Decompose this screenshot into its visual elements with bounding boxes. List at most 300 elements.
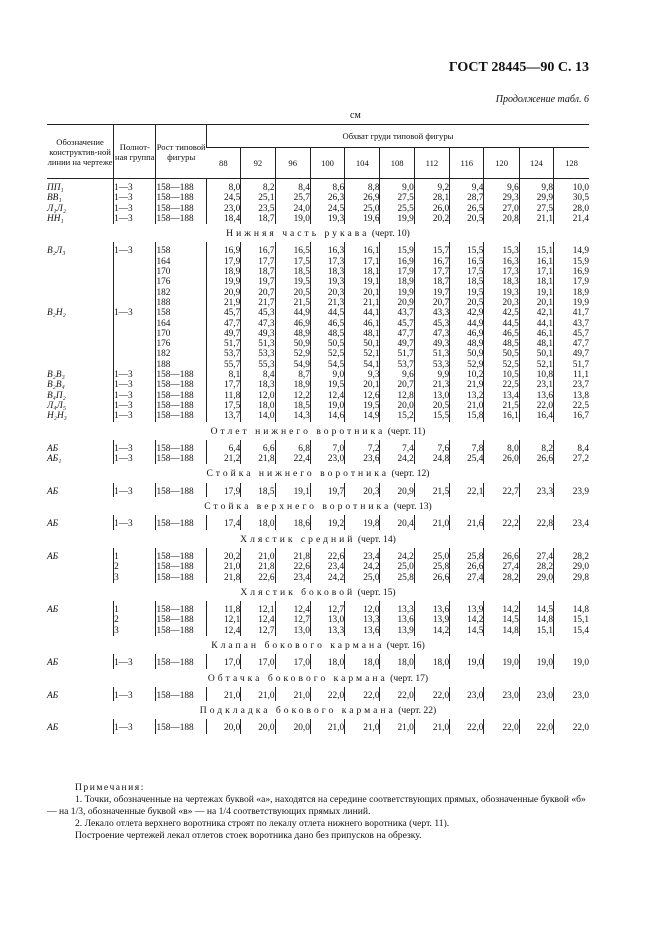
value-cell: 49,7 xyxy=(554,349,589,359)
value-cell: 12,4 xyxy=(206,626,240,636)
table-row xyxy=(47,319,589,329)
value-cell: 8,4 xyxy=(241,370,275,380)
value-cell: 27,4 xyxy=(484,562,519,572)
value-cell: 19,9 xyxy=(380,214,414,224)
table-row xyxy=(47,370,589,380)
group-cell: 1—3 xyxy=(114,380,156,390)
value-cell: 43,7 xyxy=(554,319,589,329)
value-cell: 23,7 xyxy=(554,380,589,390)
measurements-table xyxy=(47,124,589,734)
designation-cell: В₂В₃ xyxy=(47,370,65,381)
value-cell: 7,0 xyxy=(310,440,344,454)
designation-cell: В₂Н₂ xyxy=(47,308,66,319)
value-cell: 14,6 xyxy=(310,411,344,421)
value-cell: 29,9 xyxy=(519,193,553,203)
height-cell: 182 xyxy=(156,349,206,359)
value-cell: 45,3 xyxy=(241,308,275,318)
value-cell: 13,0 xyxy=(275,626,310,636)
designation-cell xyxy=(47,277,114,287)
value-cell: 23,0 xyxy=(206,204,240,214)
value-cell: 18,5 xyxy=(275,267,310,277)
value-cell: 23,6 xyxy=(345,454,380,464)
designation-cell xyxy=(47,349,114,359)
designation-cell: АБ xyxy=(47,690,59,701)
value-cell: 16,5 xyxy=(275,242,310,256)
value-cell: 26,6 xyxy=(484,548,519,562)
table-row xyxy=(47,288,589,298)
table-row xyxy=(47,719,589,733)
table-row xyxy=(47,329,589,339)
value-cell: 18,0 xyxy=(380,654,414,668)
group-cell xyxy=(114,360,156,370)
value-cell: 17,1 xyxy=(519,267,553,277)
value-cell: 17,5 xyxy=(206,401,240,411)
value-cell: 19,0 xyxy=(275,214,310,224)
value-cell: 14,2 xyxy=(484,601,519,615)
value-cell: 21,1 xyxy=(519,214,553,224)
value-cell: 29,3 xyxy=(484,193,519,203)
value-cell: 47,7 xyxy=(206,319,240,329)
value-cell: 13,0 xyxy=(310,615,344,625)
value-cell: 24,2 xyxy=(310,573,344,583)
group-cell xyxy=(114,277,156,287)
value-cell: 43,7 xyxy=(380,308,414,318)
group-cell: 2 xyxy=(114,562,156,572)
value-cell: 6,4 xyxy=(206,440,240,454)
value-cell: 22,2 xyxy=(484,515,519,529)
value-cell: 42,1 xyxy=(519,308,553,318)
value-cell: 50,9 xyxy=(450,349,484,359)
value-cell: 17,7 xyxy=(241,257,275,267)
group-cell: 1—3 xyxy=(114,391,156,401)
value-cell: 29,0 xyxy=(519,573,553,583)
designation-cell xyxy=(47,626,114,636)
value-cell: 22,0 xyxy=(519,719,553,733)
value-cell: 23,4 xyxy=(345,548,380,562)
value-cell: 19,6 xyxy=(345,214,380,224)
value-cell: 9,6 xyxy=(380,370,414,380)
value-cell: 12,0 xyxy=(241,391,275,401)
designation-cell xyxy=(47,257,114,267)
height-cell: 170 xyxy=(156,329,206,339)
notes-title: Примечания: xyxy=(75,782,145,793)
value-cell: 11,1 xyxy=(554,370,589,380)
value-cell: 8,1 xyxy=(206,370,240,380)
group-cell: 3 xyxy=(114,573,156,583)
value-cell: 16,9 xyxy=(554,267,589,277)
value-cell: 18,3 xyxy=(484,277,519,287)
value-cell: 7,2 xyxy=(345,440,380,454)
designation-cell: АБ xyxy=(47,519,59,530)
value-cell: 20,7 xyxy=(380,380,414,390)
value-cell: 23,0 xyxy=(484,687,519,701)
value-cell: 9,9 xyxy=(414,370,449,380)
value-cell: 28,2 xyxy=(554,548,589,562)
height-cell: 176 xyxy=(156,277,206,287)
value-cell: 14,2 xyxy=(414,626,449,636)
value-cell: 19,7 xyxy=(310,483,344,497)
group-cell: 1—3 xyxy=(114,214,156,224)
value-cell: 19,0 xyxy=(519,654,553,668)
section-header-row xyxy=(47,636,589,654)
section-drawing-ref: (черт. 10) xyxy=(371,228,410,240)
group-cell: 1—3 xyxy=(114,483,156,497)
designation-cell: Л₄Л₅ xyxy=(47,400,67,411)
size-header-cell: 120 xyxy=(484,148,519,179)
value-cell: 13,3 xyxy=(345,615,380,625)
value-cell: 21,0 xyxy=(450,401,484,411)
designation-cell: АБ xyxy=(47,486,59,497)
value-cell: 20,9 xyxy=(380,483,414,497)
value-cell: 13,3 xyxy=(380,601,414,615)
value-cell: 13,3 xyxy=(310,626,344,636)
value-cell: 24,0 xyxy=(275,204,310,214)
size-header-cell: 92 xyxy=(241,148,275,179)
value-cell: 27,0 xyxy=(484,204,519,214)
value-cell: 42,9 xyxy=(450,308,484,318)
value-cell: 55,3 xyxy=(241,360,275,370)
value-cell: 24,2 xyxy=(380,454,414,464)
value-cell: 16,7 xyxy=(241,242,275,256)
value-cell: 18,1 xyxy=(345,267,380,277)
designation-cell xyxy=(47,360,114,370)
designation-cell: АБ₁ xyxy=(47,454,62,465)
value-cell: 24,2 xyxy=(345,562,380,572)
designation-cell: АБ xyxy=(47,551,59,562)
section-header-row xyxy=(47,530,589,548)
value-cell: 17,4 xyxy=(206,515,240,529)
value-cell: 30,5 xyxy=(554,193,589,203)
section-title: Клапан бокового кармана xyxy=(211,639,385,651)
value-cell: 25,0 xyxy=(345,204,380,214)
value-cell: 12,1 xyxy=(206,615,240,625)
value-cell: 8,6 xyxy=(310,179,344,194)
value-cell: 17,3 xyxy=(484,267,519,277)
value-cell: 47,7 xyxy=(380,329,414,339)
section-header-row xyxy=(47,497,589,515)
value-cell: 27,5 xyxy=(380,193,414,203)
value-cell: 14,5 xyxy=(450,626,484,636)
value-cell: 21,1 xyxy=(345,298,380,308)
value-cell: 18,7 xyxy=(414,277,449,287)
value-cell: 53,3 xyxy=(241,349,275,359)
section-header-row xyxy=(47,669,589,687)
value-cell: 19,5 xyxy=(450,288,484,298)
table-row xyxy=(47,411,589,421)
value-cell: 47,3 xyxy=(414,329,449,339)
value-cell: 22,4 xyxy=(275,454,310,464)
value-cell: 20,2 xyxy=(414,214,449,224)
value-cell: 51,3 xyxy=(241,339,275,349)
table-row xyxy=(47,204,589,214)
value-cell: 14,2 xyxy=(450,615,484,625)
value-cell: 10,0 xyxy=(554,179,589,194)
value-cell: 13,6 xyxy=(345,626,380,636)
value-cell: 13,9 xyxy=(450,601,484,615)
value-cell: 17,9 xyxy=(206,483,240,497)
value-cell: 19,1 xyxy=(345,277,380,287)
size-header-cell: 108 xyxy=(380,148,414,179)
height-cell: 158—188 xyxy=(156,654,206,668)
section-header-row xyxy=(47,422,589,440)
section-title: Нижняя часть рукава xyxy=(226,228,370,240)
value-cell: 22,6 xyxy=(310,548,344,562)
height-cell: 158—188 xyxy=(156,626,206,636)
value-cell: 16,7 xyxy=(554,411,589,421)
section-drawing-ref: (черт. 16) xyxy=(386,639,425,651)
height-cell: 158—188 xyxy=(156,454,206,464)
value-cell: 19,7 xyxy=(241,277,275,287)
value-cell: 18,0 xyxy=(345,654,380,668)
value-cell: 48,1 xyxy=(345,329,380,339)
value-cell: 23,5 xyxy=(241,204,275,214)
value-cell: 45,3 xyxy=(414,319,449,329)
value-cell: 13,0 xyxy=(414,391,449,401)
value-cell: 18,0 xyxy=(310,654,344,668)
value-cell: 21,8 xyxy=(241,562,275,572)
table-row xyxy=(47,298,589,308)
table-row xyxy=(47,548,589,562)
value-cell: 24,2 xyxy=(380,548,414,562)
value-cell: 44,9 xyxy=(275,308,310,318)
value-cell: 44,1 xyxy=(345,308,380,318)
value-cell: 47,7 xyxy=(554,339,589,349)
value-cell: 19,0 xyxy=(310,401,344,411)
section-drawing-ref: (черт. 12) xyxy=(391,468,430,480)
height-cell: 158—188 xyxy=(156,401,206,411)
height-cell: 164 xyxy=(156,319,206,329)
value-cell: 22,0 xyxy=(380,687,414,701)
value-cell: 55,7 xyxy=(206,360,240,370)
value-cell: 29,0 xyxy=(554,562,589,572)
value-cell: 26,5 xyxy=(450,204,484,214)
value-cell: 15,9 xyxy=(380,242,414,256)
value-cell: 28,1 xyxy=(414,193,449,203)
height-cell: 176 xyxy=(156,339,206,349)
value-cell: 17,5 xyxy=(450,267,484,277)
designation-cell xyxy=(47,573,114,583)
value-cell: 21,0 xyxy=(275,687,310,701)
table-row xyxy=(47,515,589,529)
designation-cell xyxy=(47,319,114,329)
value-cell: 17,0 xyxy=(275,654,310,668)
value-cell: 13,6 xyxy=(414,601,449,615)
value-cell: 8,4 xyxy=(275,179,310,194)
section-title: Хлястик средний xyxy=(240,533,356,545)
value-cell: 46,5 xyxy=(310,319,344,329)
value-cell: 48,5 xyxy=(484,339,519,349)
table-row xyxy=(47,615,589,625)
value-cell: 9,6 xyxy=(484,179,519,194)
height-cell: 182 xyxy=(156,288,206,298)
table-row xyxy=(47,308,589,318)
section-title: Отлет нижнего воротника xyxy=(210,425,386,437)
group-cell xyxy=(114,257,156,267)
value-cell: 15,1 xyxy=(554,615,589,625)
size-header-cell: 128 xyxy=(554,148,589,179)
value-cell: 43,3 xyxy=(414,308,449,318)
value-cell: 16,9 xyxy=(380,257,414,267)
group-cell: 1—3 xyxy=(114,454,156,464)
value-cell: 21,0 xyxy=(206,562,240,572)
size-header-cell: 112 xyxy=(414,148,449,179)
value-cell: 44,1 xyxy=(519,319,553,329)
section-drawing-ref: (черт. 17) xyxy=(390,672,429,684)
group-cell xyxy=(114,329,156,339)
value-cell: 17,0 xyxy=(241,654,275,668)
value-cell: 19,1 xyxy=(519,288,553,298)
designation-cell xyxy=(47,267,114,277)
table-row xyxy=(47,562,589,572)
value-cell: 8,0 xyxy=(206,179,240,194)
value-cell: 44,5 xyxy=(310,308,344,318)
value-cell: 19,5 xyxy=(310,380,344,390)
value-cell: 17,9 xyxy=(554,277,589,287)
value-cell: 28,2 xyxy=(519,562,553,572)
value-cell: 42,5 xyxy=(484,308,519,318)
value-cell: 22,5 xyxy=(484,380,519,390)
height-cell: 158—188 xyxy=(156,515,206,529)
value-cell: 20,4 xyxy=(380,515,414,529)
height-cell: 158—188 xyxy=(156,380,206,390)
value-cell: 12,4 xyxy=(241,615,275,625)
designation-cell: Н₂Н₃ xyxy=(47,411,67,422)
value-cell: 22,1 xyxy=(450,483,484,497)
value-cell: 20,3 xyxy=(310,288,344,298)
girth-header: Обхват груди типовой фигуры xyxy=(206,125,589,148)
height-cell: 158—188 xyxy=(156,548,206,562)
value-cell: 15,9 xyxy=(554,257,589,267)
value-cell: 19,9 xyxy=(380,288,414,298)
designation-cell xyxy=(47,298,114,308)
value-cell: 22,0 xyxy=(414,687,449,701)
value-cell: 51,3 xyxy=(414,349,449,359)
value-cell: 12,2 xyxy=(275,391,310,401)
group-cell xyxy=(114,288,156,298)
value-cell: 48,9 xyxy=(450,339,484,349)
value-cell: 10,2 xyxy=(450,370,484,380)
value-cell: 21,8 xyxy=(275,548,310,562)
group-cell xyxy=(114,298,156,308)
table-row xyxy=(47,257,589,267)
value-cell: 48,1 xyxy=(519,339,553,349)
designation-cell: В₂В₄ xyxy=(47,380,65,391)
value-cell: 52,1 xyxy=(519,360,553,370)
value-cell: 23,3 xyxy=(519,483,553,497)
value-cell: 20,5 xyxy=(450,298,484,308)
value-cell: 23,0 xyxy=(554,687,589,701)
table-row xyxy=(47,380,589,390)
value-cell: 17,0 xyxy=(206,654,240,668)
value-cell: 7,4 xyxy=(380,440,414,454)
value-cell: 14,3 xyxy=(275,411,310,421)
value-cell: 24,8 xyxy=(414,454,449,464)
value-cell: 9,2 xyxy=(414,179,449,194)
value-cell: 50,1 xyxy=(345,339,380,349)
value-cell: 25,0 xyxy=(414,548,449,562)
value-cell: 14,8 xyxy=(484,626,519,636)
value-cell: 19,9 xyxy=(554,298,589,308)
value-cell: 21,3 xyxy=(310,298,344,308)
value-cell: 20,1 xyxy=(345,288,380,298)
value-cell: 14,5 xyxy=(484,615,519,625)
group-cell: 1—3 xyxy=(114,654,156,668)
value-cell: 13,4 xyxy=(484,391,519,401)
col-group-header: Полнот-ная группа xyxy=(114,125,156,179)
value-cell: 22,6 xyxy=(241,573,275,583)
value-cell: 18,6 xyxy=(275,515,310,529)
section-title: Стойка верхнего воротника xyxy=(204,501,392,513)
value-cell: 19,8 xyxy=(345,515,380,529)
value-cell: 7,6 xyxy=(414,440,449,454)
value-cell: 21,0 xyxy=(414,719,449,733)
value-cell: 21,0 xyxy=(241,687,275,701)
value-cell: 19,7 xyxy=(414,288,449,298)
value-cell: 9,0 xyxy=(310,370,344,380)
value-cell: 25,0 xyxy=(345,573,380,583)
value-cell: 20,3 xyxy=(484,298,519,308)
value-cell: 26,9 xyxy=(345,193,380,203)
height-cell: 158—188 xyxy=(156,370,206,380)
section-header-row xyxy=(47,701,589,719)
designation-cell: В₄П₂ xyxy=(47,390,66,401)
value-cell: 50,1 xyxy=(519,349,553,359)
value-cell: 26,3 xyxy=(310,193,344,203)
table-row xyxy=(47,277,589,287)
value-cell: 20,3 xyxy=(345,483,380,497)
designation-cell: АБ xyxy=(47,658,59,669)
value-cell: 16,3 xyxy=(484,257,519,267)
group-cell: 1—3 xyxy=(114,370,156,380)
value-cell: 21,0 xyxy=(380,719,414,733)
value-cell: 18,5 xyxy=(241,483,275,497)
value-cell: 21,6 xyxy=(450,515,484,529)
table-row xyxy=(47,242,589,256)
value-cell: 12,4 xyxy=(275,601,310,615)
value-cell: 21,7 xyxy=(241,298,275,308)
value-cell: 20,0 xyxy=(241,719,275,733)
value-cell: 23,0 xyxy=(310,454,344,464)
designation-cell: ВВ₁ xyxy=(47,193,62,204)
unit-label: см xyxy=(350,110,361,121)
value-cell: 25,8 xyxy=(380,573,414,583)
value-cell: 15,1 xyxy=(519,242,553,256)
designation-cell: В₂Л₃ xyxy=(47,246,66,257)
value-cell: 27,5 xyxy=(519,204,553,214)
value-cell: 18,0 xyxy=(241,401,275,411)
value-cell: 15,1 xyxy=(519,626,553,636)
value-cell: 22,0 xyxy=(345,687,380,701)
value-cell: 46,5 xyxy=(484,329,519,339)
value-cell: 22,0 xyxy=(519,401,553,411)
height-cell: 158—188 xyxy=(156,411,206,421)
value-cell: 22,8 xyxy=(519,515,553,529)
height-cell: 158—188 xyxy=(156,440,206,454)
value-cell: 21,0 xyxy=(241,548,275,562)
value-cell: 17,7 xyxy=(414,267,449,277)
value-cell: 53,7 xyxy=(206,349,240,359)
value-cell: 17,5 xyxy=(275,257,310,267)
value-cell: 12,8 xyxy=(380,391,414,401)
value-cell: 53,3 xyxy=(414,360,449,370)
value-cell: 20,7 xyxy=(414,298,449,308)
value-cell: 15,7 xyxy=(414,242,449,256)
table-row xyxy=(47,601,589,615)
value-cell: 18,3 xyxy=(310,267,344,277)
designation-cell xyxy=(47,339,114,349)
value-cell: 13,6 xyxy=(380,615,414,625)
value-cell: 15,5 xyxy=(450,242,484,256)
